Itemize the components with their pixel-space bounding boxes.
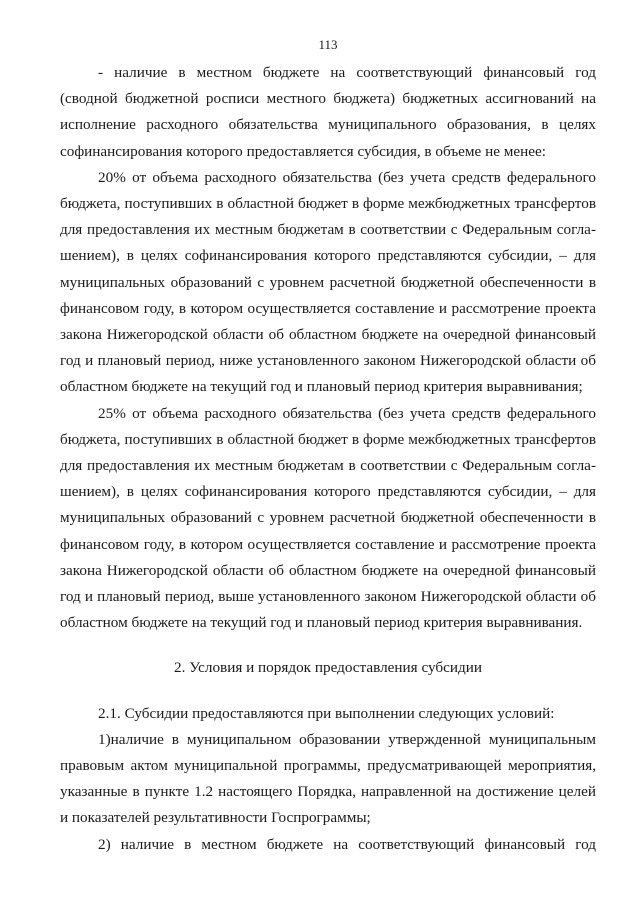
paragraph-2-1: 2.1. Субсидии предоставляются при выполнении следующих условий: bbox=[98, 704, 555, 722]
paragraph-condition-2: 2) наличие в местном бюджете на соответствующий финансовый год bbox=[98, 835, 596, 853]
paragraph-condition-1: 1)наличие в муниципальном образовании утвержденной муниципальным правовым актом муниципальной программы, предусматривающей мероприятия, указанные в пункте 1.2 настоящего Порядка, направленной на достижение целей и показателей результативности Госпрограммы; bbox=[60, 730, 596, 827]
document-page bbox=[60, 36, 596, 858]
page-number: 113 bbox=[318, 37, 338, 52]
section-heading: 2. Условия и порядок предоставления субсидии bbox=[174, 659, 482, 677]
paragraph-20-percent: 20% от объема расходного обязательства (без учета средств федерального бюджета, поступивших в областной бюджет в форме межбюджетных трансфертов для предоставления их местным бюджетам в соответствии с Федеральным соглашением), в целях софинансирования которого представляются субсидии, – для муниципальных образований с уровнем расчетной бюджетной обеспеченности в финансовом году, в котором осуществляется составление и рассмотрение проекта закона Нижегородской области об областном бюджете на очередной финансовый год и плановый период, ниже установленного законом Нижегородской области об областном бюджете на текущий год и плановый период критерия выравнивания; bbox=[60, 168, 596, 396]
paragraph-25-percent: 25% от объема расходного обязательства (без учета средств федерального бюджета, поступивших в областной бюджет в форме межбюджетных трансфертов для предоставления их местным бюджетам в соответствии с Федеральным соглашением), в целях софинансирования которого представляются субсидии, – для муниципальных образований с уровнем расчетной бюджетной обеспеченности в финансовом году, в котором осуществляется составление и рассмотрение проекта закона Нижегородской области об областном бюджете на очередной финансовый год и плановый период, выше установленного законом Нижегородской области об областном бюджете на текущий год и плановый период критерия выравнивания. bbox=[60, 404, 596, 632]
paragraph-budget-availability: - наличие в местном бюджете на соответствующий финансовый год (сводной бюджетной росписи местного бюджета) бюджетных ассигнований на исполнение расходного обязательства муниципального образования, в целях софинансирования которого предоставляется субсидия, в объеме не менее: bbox=[60, 64, 596, 160]
